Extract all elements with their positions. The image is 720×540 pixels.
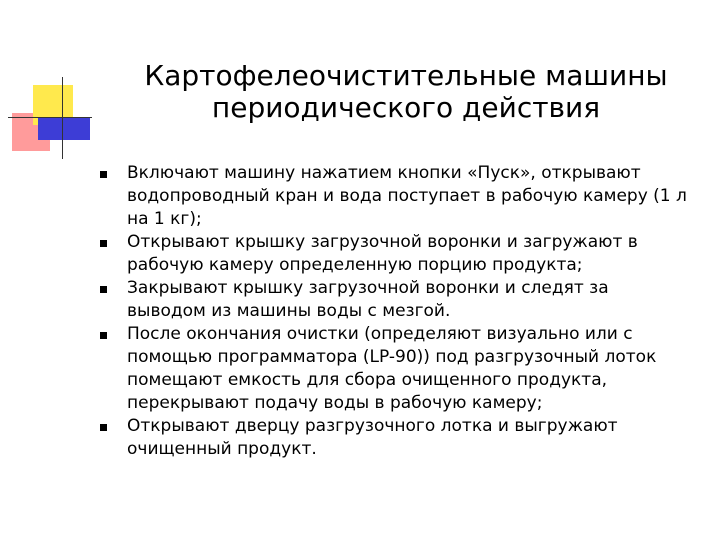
slide-title bbox=[100, 60, 712, 124]
list-item-text: Открывают дверцу разгрузочного лотка и выгружают очищенный продукт. bbox=[127, 416, 618, 459]
list-item-text: Открывают крышку загрузочной воронки и загружают в рабочую камеру определенную порцию продукта; bbox=[127, 232, 638, 275]
slide-title-line-2: периодического действия bbox=[211, 91, 601, 124]
square-bullet-icon bbox=[100, 332, 107, 339]
square-bullet-icon bbox=[100, 286, 107, 293]
list-item-text: Включают машину нажатием кнопки «Пуск», открывают водопроводный кран и вода поступает в рабочую камеру (1 л на 1 кг); bbox=[127, 163, 687, 229]
list-item bbox=[100, 162, 690, 231]
list-item bbox=[100, 415, 690, 461]
slide-title-line-1: Картофелеочистительные машины bbox=[144, 59, 668, 92]
list-item-text: Закрывают крышку загрузочной воронки и следят за выводом из машины воды с мезгой. bbox=[127, 278, 609, 321]
decor-horizontal-line bbox=[8, 117, 92, 118]
square-bullet-icon bbox=[100, 424, 107, 431]
list-item bbox=[100, 277, 690, 323]
list-item bbox=[100, 323, 690, 415]
list-item bbox=[100, 231, 690, 277]
square-bullet-icon bbox=[100, 171, 107, 178]
square-bullet-icon bbox=[100, 240, 107, 247]
bullet-list bbox=[100, 162, 690, 461]
decor-blue-rectangle bbox=[38, 117, 90, 140]
list-item-text: После окончания очистки (определяют визуально или с помощью программатора (LP-90)) под разгрузочный лоток помещают емкость для сбора очищенного продукта, перекрывают подачу воды в рабочую камеру; bbox=[127, 324, 657, 413]
decor-vertical-line bbox=[62, 77, 63, 159]
